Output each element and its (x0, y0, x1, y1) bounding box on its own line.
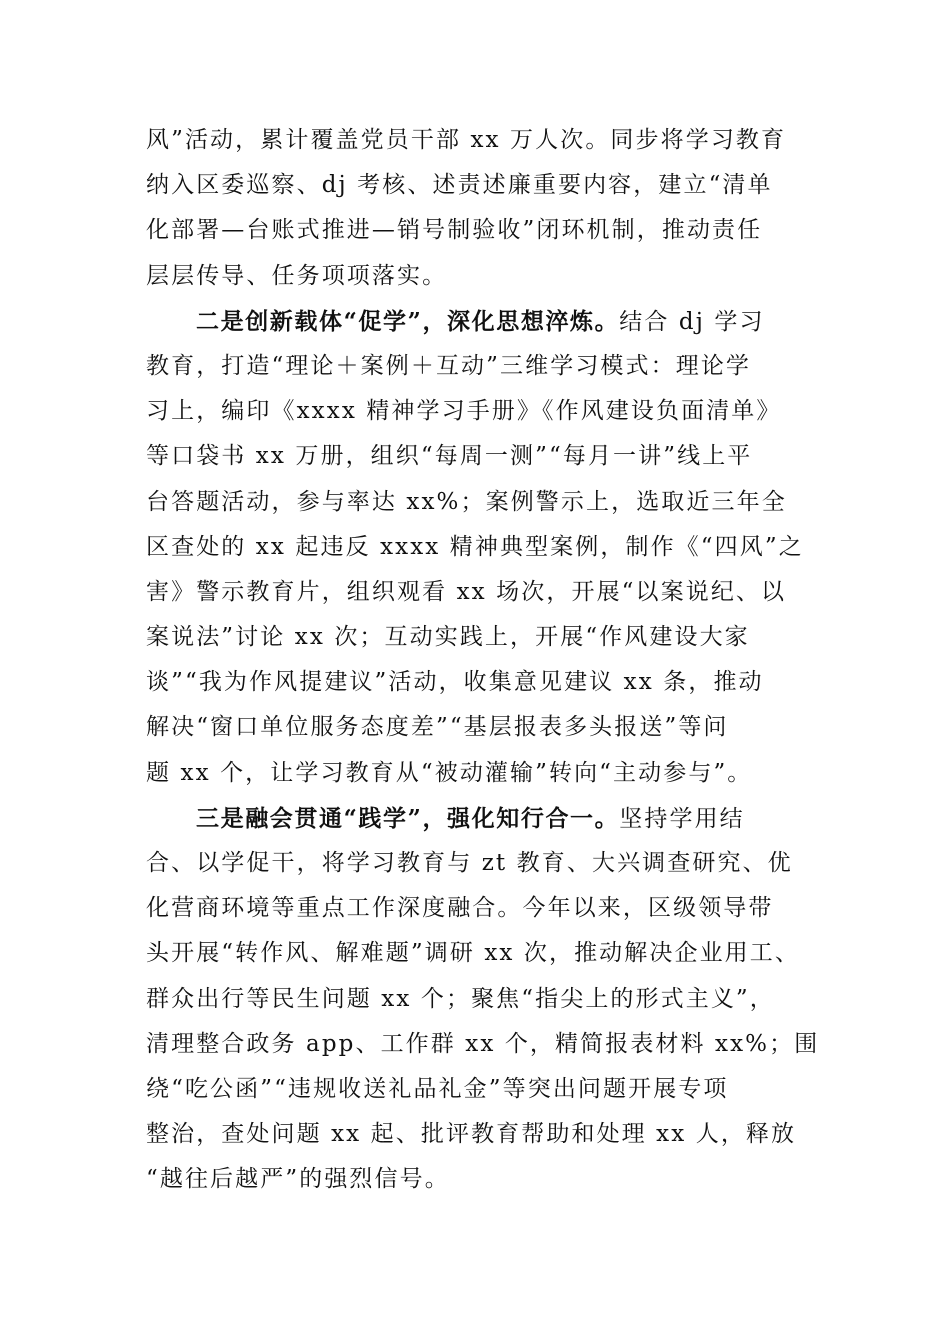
paragraph-2-line-5: 台答题活动，参与率达 xx%；案例警示上，选取近三年全 (146, 488, 787, 515)
paragraph-2-line-4: 等口袋书 xx 万册，组织“每周一测”“每月一讲”线上平 (146, 443, 753, 470)
paragraph-2-line-9: 谈”“我为作风提建议”活动，收集意见建议 xx 条，推动 (146, 669, 764, 696)
paragraph-3-line-3: 化营商环境等重点工作深度融合。今年以来，区级领导带 (146, 895, 774, 922)
paragraph-2-line-8: 案说法”讨论 xx 次；互动实践上，开展“作风建设大家 (146, 624, 750, 651)
paragraph-2-line-2: 教育，打造“理论＋案例＋互动”三维学习模式：理论学 (146, 352, 752, 379)
paragraph-3-line-6: 清理整合政务 app、工作群 xx 个，精简报表材料 xx%；围 (146, 1030, 820, 1057)
paragraph-2-line-7: 害》警示教育片，组织观看 xx 场次，开展“以案说纪、以 (146, 578, 787, 605)
paragraph-1-line-4: 层层传导、任务项项落实。 (146, 262, 448, 289)
paragraph-2-line-3: 习上，编印《xxxx 精神学习手册》《作风建设负面清单》 (146, 398, 782, 425)
paragraph-1-line-3: 化部署—台账式推进—销号制验收”闭环机制，推动责任 (146, 217, 763, 244)
paragraph-3-line-9: “越往后越严”的强烈信号。 (146, 1166, 450, 1193)
paragraph-1-line-2: 纳入区委巡察、dj 考核、述责述廉重要内容，建立“清单 (146, 172, 773, 199)
paragraph-2-line-6: 区查处的 xx 起违反 xxxx 精神典型案例，制作《“四风”之 (146, 533, 804, 560)
paragraph-3-line-1 (146, 796, 846, 841)
paragraph-3-line-5: 群众出行等民生问题 xx 个；聚焦“指尖上的形式主义”， (146, 985, 775, 1012)
paragraph-3-line-7: 绕“吃公函”“违规收送礼品礼金”等突出问题开展专项 (146, 1075, 729, 1102)
paragraph-2-text: 结合 dj 学习 (619, 308, 765, 335)
paragraph-3-text: 坚持学用结 (619, 805, 745, 832)
paragraph-2-line-10: 解决“窗口单位服务态度差”“基层报表多头报送”等问 (146, 714, 729, 741)
paragraph-3-line-2: 合、以学促干，将学习教育与 zt 教育、大兴调查研究、优 (146, 850, 793, 876)
paragraph-3-line-4: 头开展“转作风、解难题”调研 xx 次，推动解决企业用工、 (146, 940, 800, 967)
document-body (146, 118, 846, 1203)
paragraph-1-line-1: 风”活动，累计覆盖党员干部 xx 万人次。同步将学习教育 (146, 127, 787, 153)
paragraph-2-heading: 二是创新载体“促学”，深化思想淬炼。 (196, 307, 620, 335)
paragraph-3-heading: 三是融会贯通“践学”，强化知行合一。 (196, 804, 620, 832)
paragraph-2-line-11: 题 xx 个，让学习教育从“被动灌输”转向“主动参与”。 (146, 759, 753, 786)
paragraph-2-line-1 (146, 299, 846, 344)
paragraph-3-line-8: 整治，查处问题 xx 起、批评教育帮助和处理 xx 人，释放 (146, 1121, 797, 1148)
